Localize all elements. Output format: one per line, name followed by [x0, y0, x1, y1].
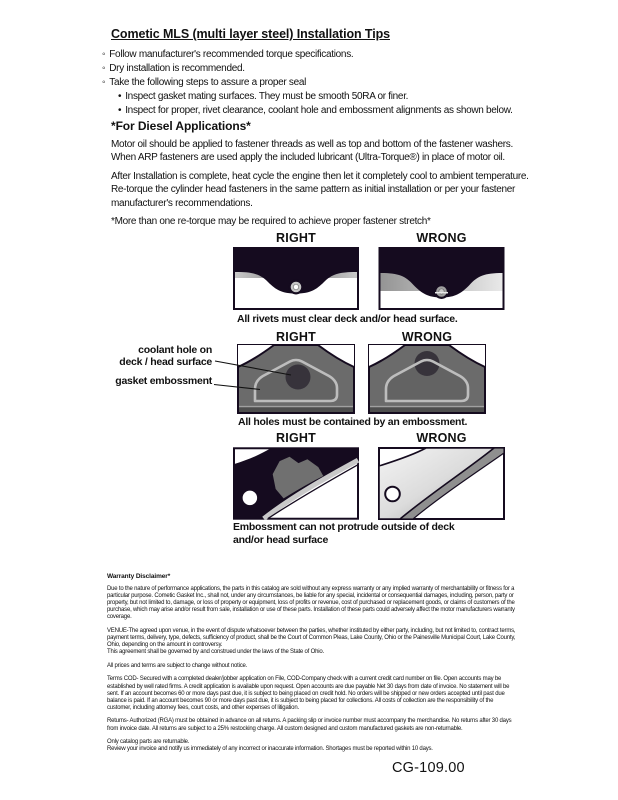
installation-tips-list [102, 48, 532, 118]
protrusion-wrong-label: WRONG [416, 431, 467, 445]
diesel-paragraph-1: Motor oil should be applied to fastener threads as well as top and bottom of the fastener washers. When ARP fasteners are used apply the included lubricant (Ultra-Torque®) in place of motor oil. [111, 139, 513, 164]
warranty-prices-note: All prices and terms are subject to change without notice. [107, 662, 248, 669]
protrusion-caption: Embossment can not protrude outside of deck and/or head surface [233, 521, 455, 546]
list-item: ◦ Dry installation is recommended. [102, 62, 532, 76]
gasket-embossment-annotation: gasket embossment [115, 375, 212, 387]
warranty-catalog-note: Only catalog parts are returnable. [107, 739, 190, 746]
warranty-liability-paragraph: Due to the nature of performance applications, the parts in this catalog are sold without any express warranty or any implied warranty of merchantability or fitness for a particular purpose. Cometic Gasket Inc., shall not, under any circumstances, be liable for any special, incidental or consequential damages, including, person, party or property, but not limited to, damage, or loss of property or equipment, loss of profits or revenue, cost of purchased or replacement goods, or claims of customers of the purchase, which may arise and/or result from sale, installation or use of these parts. Installation of these parts could adversely affect the motor manufacturers warranty coverage. [107, 586, 515, 621]
holes-right-label: RIGHT [276, 330, 316, 344]
page-title: Cometic MLS (multi layer steel) Installation Tips [111, 27, 390, 41]
warranty-review-note: Review your invoice and notify us immediately of any incorrect or inaccurate information. Shortages must be reported within 10 days. [107, 746, 433, 753]
warranty-terms-paragraph: Terms COD- Secured with a completed dealer/jobber application on File, COD-Company check with a current credit card number on file. Open accounts may be established by well rated firms. A credit application is available upon request. Open accounts are due payable Net 30 days from date of invoice. No statement will be sent. If an account becomes 60 or more days past due, it is subject to being placed on credit hold. No orders will be shipped or new orders accepted until past due balance is paid. If an account becomes 90 or more days past due, it is subject to being placed for collections. All costs of collection are the responsibility of the customer, including attorney fees, court costs, and other expenses of litigation. [107, 676, 510, 711]
rivet-wrong-diagram [378, 247, 505, 310]
diesel-paragraph-2: After Installation is complete, heat cycle the engine then let it completely cool to ambient temperature. Re-torque the cylinder head fasteners in the same pattern as initial installation or per your fastener manufacturer's recommendations. [111, 171, 529, 209]
rivet-wrong-label: WRONG [416, 231, 467, 245]
warranty-venue-paragraph: VENUE-The agreed upon venue, in the event of dispute whatsoever between the parties, whether instituted by either party, including, but not limited to, contract terms, payment terms, delivery, type, defects, sufficiency of product, shall be the Court of Common Pleas, Lake County, Ohio or the Painesville Municipal Court, Lake County, Ohio, depending on the amount in controversy. [107, 627, 516, 649]
protrusion-wrong-diagram [378, 447, 505, 520]
list-sub-item: • Inspect gasket mating surfaces. They must be smooth 50RA or finer. [118, 90, 532, 104]
holes-wrong-diagram [368, 344, 486, 414]
coolant-hole-annotation: coolant hole on deck / head surface [119, 344, 212, 368]
warranty-heading: Warranty Disclaimer* [107, 573, 171, 580]
rivet-right-diagram [233, 247, 359, 310]
holes-wrong-label: WRONG [401, 330, 453, 344]
protrusion-right-label: RIGHT [276, 431, 316, 445]
rivet-caption: All rivets must clear deck and/or head surface. [237, 313, 458, 325]
list-item: ◦ Follow manufacturer's recommended torque specifications. [102, 48, 532, 62]
page-code: CG-109.00 [392, 760, 465, 776]
list-sub-item: • Inspect for proper, rivet clearance, coolant hole and embossment alignments as shown below. [118, 104, 532, 118]
retorque-note: *More than one re-torque may be required to achieve proper fastener stretch* [111, 216, 431, 227]
rivet-right-label: RIGHT [276, 231, 316, 245]
diesel-applications-heading: *For Diesel Applications* [111, 119, 251, 133]
list-item: ◦ Take the following steps to assure a proper seal [102, 76, 532, 90]
protrusion-right-diagram [233, 447, 359, 520]
warranty-returns-paragraph: Returns- Authorized (RGA) must be obtained in advance on all returns. A packing slip or invoice number must accompany the merchandise. No returns after 30 days from invoice date. All returns are subject to a 25% restocking charge. All custom designed and custom manufactured gaskets are non-returnable. [107, 718, 512, 732]
holes-right-diagram [237, 344, 355, 414]
holes-caption: All holes must be contained by an embossment. [238, 416, 468, 428]
warranty-section [107, 573, 518, 753]
warranty-governing-law: This agreement shall be governed by and construed under the laws of the State of Ohio. [107, 649, 324, 656]
